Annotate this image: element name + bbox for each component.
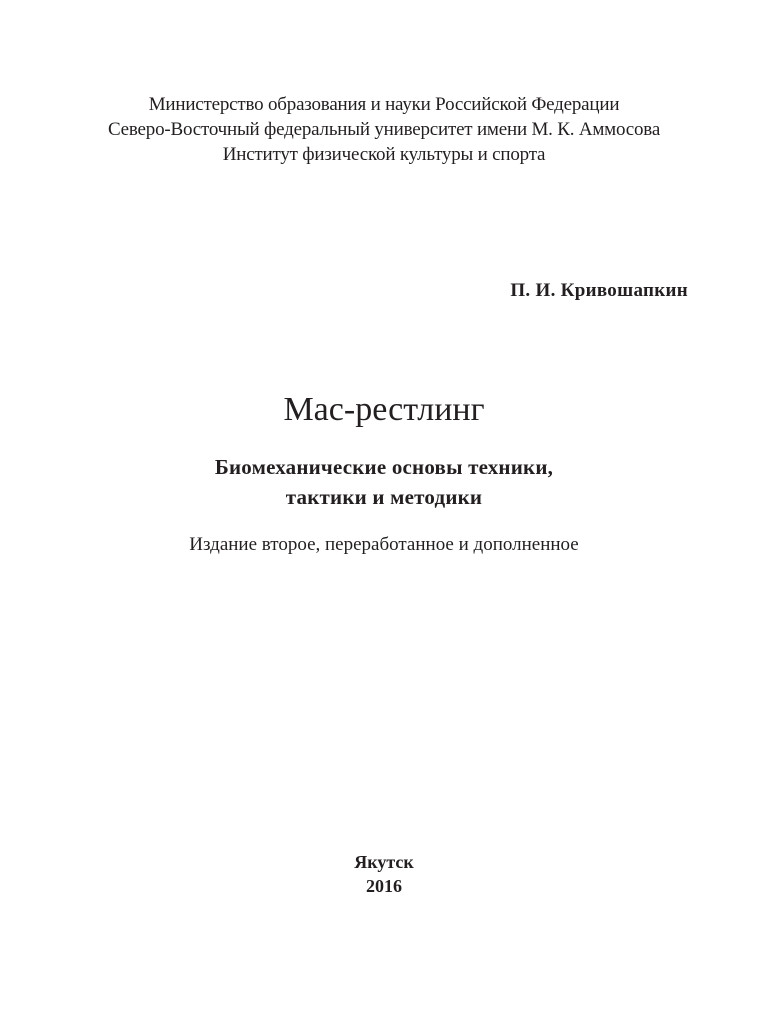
author-name: П. И. Кривошапкин [510,280,688,301]
publication-city: Якутск [354,852,414,872]
publication-year: 2016 [366,876,402,896]
book-title: Мас-рестлинг [283,391,485,428]
institution-header [0,92,768,167]
imprint [0,850,768,898]
subtitle-line-2: тактики и методики [285,485,483,509]
subtitle-line-1: Биомеханические основы техники, [214,455,554,479]
book-subtitle [0,452,768,512]
edition-note: Издание второе, переработанное и дополненное [189,534,579,555]
institute-name: Институт физической культуры и спорта [222,144,546,165]
ministry-name: Министерство образования и науки Российской Федерации [148,94,620,115]
university-name: Северо-Восточный федеральный университет имени М. К. Аммосова [107,119,661,140]
